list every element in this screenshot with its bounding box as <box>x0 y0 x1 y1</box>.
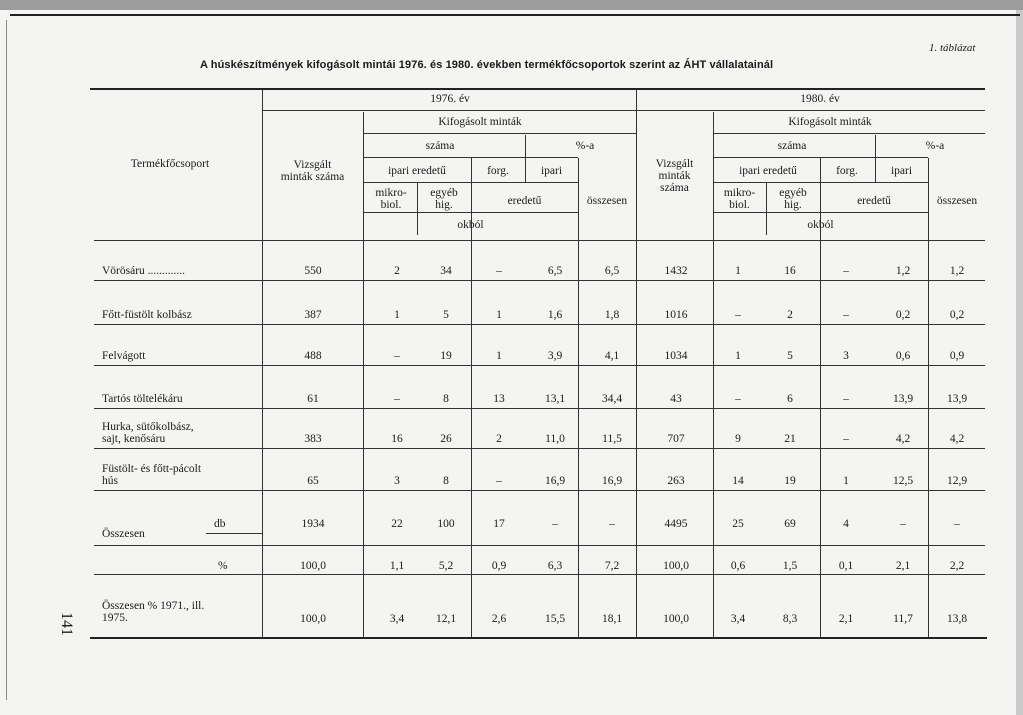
row-1-cell: – <box>735 309 741 321</box>
row-separator <box>94 448 985 449</box>
header-line <box>363 133 636 134</box>
row-0-cell: 550 <box>304 265 322 277</box>
total-pct-cell: 6,3 <box>547 560 563 572</box>
row-0-cell: – <box>843 265 849 277</box>
header-micro-1980: mikro- biol. <box>723 187 756 211</box>
total-db-cell: – <box>954 518 960 530</box>
prev-cell: 15,5 <box>544 613 566 625</box>
row-label: Tartós töltelékáru <box>102 393 183 405</box>
header-origin-1976: eredetű <box>507 195 542 207</box>
row-1-cell: 2 <box>787 309 793 321</box>
total-pct-cell: 0,9 <box>491 560 507 572</box>
row-0-cell: 6,5 <box>547 265 563 277</box>
row-1-cell: – <box>843 309 849 321</box>
prev-cell: 18,1 <box>601 613 623 625</box>
row-separator <box>94 545 985 546</box>
header-line <box>363 157 578 158</box>
header-year-1980: 1980. év <box>800 93 840 105</box>
total-pct-cell: 7,2 <box>604 560 620 572</box>
row-3-cell: 13,9 <box>946 393 968 405</box>
header-other-1980: egyéb hig. <box>779 187 807 211</box>
header-line <box>713 182 928 183</box>
total-pct-cell: 0,1 <box>838 560 854 572</box>
row-0-cell: 1,2 <box>949 265 965 277</box>
row-separator <box>94 365 985 366</box>
row-5-cell: 8 <box>443 475 449 487</box>
column-divider <box>928 158 929 637</box>
row-4-cell: 4,2 <box>949 433 965 445</box>
row-2-cell: – <box>394 350 400 362</box>
row-label: Füstölt- és főtt-pácolt hús <box>102 463 202 487</box>
row-separator <box>94 574 985 575</box>
prev-label: Összesen % 1971., ill. 1975. <box>102 600 205 624</box>
total-db-label: db <box>214 518 226 530</box>
header-rejected-1980: Kifogásolt minták <box>788 116 872 128</box>
row-4-cell: 383 <box>304 433 322 445</box>
prev-cell: 2,1 <box>838 613 854 625</box>
row-3-cell: – <box>843 393 849 405</box>
row-4-cell: 11,0 <box>545 433 565 445</box>
header-bottom-line <box>94 240 985 241</box>
row-1-cell: 5 <box>443 309 449 321</box>
row-4-cell: 4,2 <box>895 433 911 445</box>
row-separator <box>94 324 985 325</box>
row-label: Felvágott <box>102 350 146 362</box>
row-1-cell: 1 <box>394 309 400 321</box>
total-pct-cell: 0,6 <box>730 560 746 572</box>
row-2-cell: 0,6 <box>895 350 911 362</box>
header-count-1980: száma <box>777 140 807 152</box>
row-2-cell: 1 <box>735 350 741 362</box>
total-db-cell: 69 <box>784 518 796 530</box>
row-3-cell: – <box>394 393 400 405</box>
row-separator <box>94 490 985 491</box>
row-5-cell: 19 <box>784 475 796 487</box>
header-rejected-1976: Kifogásolt minták <box>438 116 522 128</box>
row-2-cell: 1034 <box>664 350 688 362</box>
table-label: 1. táblázat <box>929 42 976 54</box>
row-4-cell: 11,5 <box>602 433 622 445</box>
header-percent-1980: %-a <box>925 140 945 152</box>
row-4-cell: 21 <box>784 433 796 445</box>
header-micro-1976: mikro- biol. <box>375 187 407 211</box>
header-line <box>262 110 636 111</box>
row-1-cell: 1,6 <box>547 309 563 321</box>
row-1-cell: 1,8 <box>604 309 620 321</box>
row-2-cell: 5 <box>787 350 793 362</box>
total-pct-cell: 1,1 <box>389 560 405 572</box>
row-3-cell: 8 <box>443 393 449 405</box>
row-5-cell: 12,5 <box>892 475 914 487</box>
total-db-cell: 4 <box>843 518 849 530</box>
header-percent-1976: %-a <box>575 140 595 152</box>
header-line <box>363 182 578 183</box>
total-db-cell: 22 <box>391 518 403 530</box>
row-4-cell: 26 <box>440 433 452 445</box>
header-year-1976: 1976. év <box>430 93 470 105</box>
total-pct-cell: 2,1 <box>895 560 911 572</box>
prev-cell: 3,4 <box>730 613 746 625</box>
row-0-cell: 6,5 <box>604 265 620 277</box>
total-db-cell: 100 <box>437 518 455 530</box>
row-2-cell: 4,1 <box>604 350 620 362</box>
row-separator <box>94 280 985 281</box>
total-db-cell: – <box>552 518 558 530</box>
row-3-cell: 13,1 <box>544 393 566 405</box>
total-pct-cell: 2,2 <box>949 560 965 572</box>
row-1-cell: 387 <box>304 309 322 321</box>
row-5-cell: 16,9 <box>544 475 566 487</box>
prev-cell: 8,3 <box>782 613 798 625</box>
prev-cell: 11,7 <box>893 613 913 625</box>
total-db-cell: – <box>900 518 906 530</box>
page-left-edge <box>6 20 7 700</box>
header-of-which-1976: okból <box>457 219 484 231</box>
row-5-cell: 16,9 <box>601 475 623 487</box>
page-number: 141 <box>58 612 75 636</box>
header-industrial-origin-1976: ipari eredetű <box>388 165 446 177</box>
row-2-cell: 488 <box>304 350 322 362</box>
prev-cell: 2,6 <box>491 613 507 625</box>
header-count-1976: száma <box>425 140 455 152</box>
row-2-cell: 19 <box>440 350 452 362</box>
header-other-1976: egyéb hig. <box>430 187 458 211</box>
header-line <box>713 212 928 213</box>
header-total-1976: összesen <box>586 195 628 207</box>
row-4-cell: 9 <box>735 433 741 445</box>
row-3-cell: 13 <box>493 393 505 405</box>
row-3-cell: 13,9 <box>892 393 914 405</box>
total-pct-label: % <box>218 560 228 572</box>
row-5-cell: 1 <box>843 475 849 487</box>
row-1-cell: 0,2 <box>895 309 911 321</box>
row-0-cell: 1,2 <box>895 265 911 277</box>
header-line <box>363 212 578 213</box>
header-line <box>713 157 928 158</box>
column-divider <box>363 112 364 637</box>
row-3-cell: – <box>735 393 741 405</box>
top-rule <box>10 14 1020 16</box>
row-0-cell: 2 <box>394 265 400 277</box>
row-separator <box>94 408 985 409</box>
row-4-cell: – <box>843 433 849 445</box>
row-4-cell: 2 <box>496 433 502 445</box>
prev-cell: 12,1 <box>435 613 457 625</box>
total-db-cell: – <box>609 518 615 530</box>
total-db-cell: 25 <box>732 518 744 530</box>
row-0-cell: 1432 <box>664 265 688 277</box>
total-pct-cell: 5,2 <box>438 560 454 572</box>
row-4-cell: 16 <box>391 433 403 445</box>
row-0-cell: – <box>496 265 502 277</box>
row-2-cell: 1 <box>496 350 502 362</box>
bottom-rule <box>90 637 987 639</box>
row-5-cell: 263 <box>667 475 685 487</box>
row-5-cell: – <box>496 475 502 487</box>
scan-top-edge <box>0 0 1023 10</box>
header-trade-1980: forg. <box>836 165 858 177</box>
row-5-cell: 65 <box>307 475 319 487</box>
total-sub-line <box>206 533 262 534</box>
row-2-cell: 3,9 <box>547 350 563 362</box>
total-pct-cell: 1,5 <box>782 560 798 572</box>
row-1-cell: 1016 <box>664 309 688 321</box>
prev-cell: 100,0 <box>663 613 689 625</box>
row-4-cell: 707 <box>667 433 685 445</box>
row-2-cell: 0,9 <box>949 350 965 362</box>
total-pct-cell: 100,0 <box>663 560 689 572</box>
total-label: Összesen <box>102 528 145 540</box>
header-origin-1980: eredetű <box>857 195 891 207</box>
row-0-cell: 34 <box>440 265 452 277</box>
header-total-1980: összesen <box>936 195 978 207</box>
prev-cell: 13,8 <box>946 613 968 625</box>
row-3-cell: 6 <box>787 393 793 405</box>
header-line <box>636 110 985 111</box>
row-5-cell: 12,9 <box>946 475 968 487</box>
header-industrial-1976: ipari <box>540 165 563 177</box>
row-3-cell: 43 <box>670 393 682 405</box>
row-5-cell: 14 <box>732 475 744 487</box>
prev-cell: 100,0 <box>300 613 326 625</box>
header-industrial-1980: ipari <box>890 165 913 177</box>
total-db-cell: 1934 <box>301 518 325 530</box>
row-2-cell: 3 <box>843 350 849 362</box>
header-of-which-1980: okból <box>807 219 834 231</box>
total-db-cell: 4495 <box>664 518 688 530</box>
row-3-cell: 34,4 <box>601 393 623 405</box>
row-5-cell: 3 <box>394 475 400 487</box>
total-pct-cell: 100,0 <box>300 560 326 572</box>
row-label: Főtt-füstölt kolbász <box>102 309 192 321</box>
header-tested-1980: Vizsgált minták száma <box>655 158 694 194</box>
row-0-cell: 16 <box>784 265 796 277</box>
row-label: Hurka, sütőkolbász, sajt, kenősáru <box>102 421 194 445</box>
row-1-cell: 0,2 <box>949 309 965 321</box>
row-label: Vörösáru ............. <box>102 265 186 277</box>
row-3-cell: 61 <box>307 393 319 405</box>
header-industrial-origin-1980: ipari eredetű <box>739 165 797 177</box>
header-tested-1976: Vizsgált minták száma <box>280 159 345 183</box>
total-db-cell: 17 <box>493 518 505 530</box>
header-group: Termékfőcsoport <box>130 158 210 170</box>
header-line <box>713 133 985 134</box>
row-1-cell: 1 <box>496 309 502 321</box>
prev-cell: 3,4 <box>389 613 405 625</box>
table-title: A húskészítmények kifogásolt mintái 1976. és 1980. években termékfőcsoportok szerint az ÁHT vállalatainál <box>200 59 774 71</box>
header-trade-1976: forg. <box>487 165 509 177</box>
row-0-cell: 1 <box>735 265 741 277</box>
